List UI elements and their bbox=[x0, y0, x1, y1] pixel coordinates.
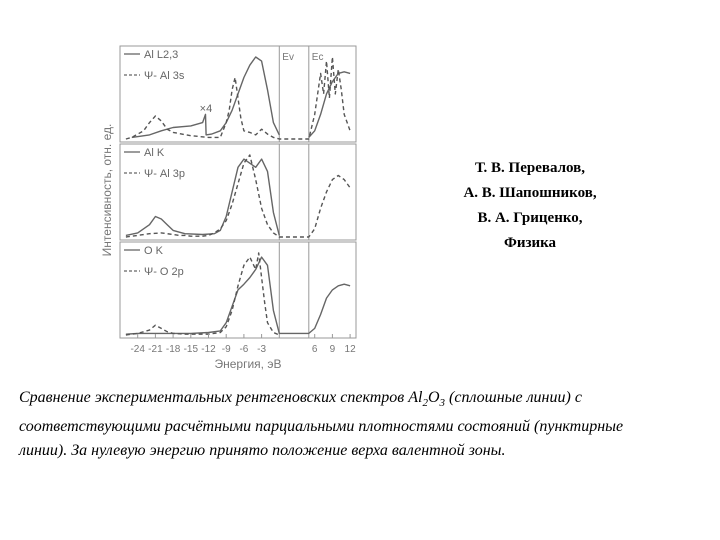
author-3: В. А. Гриценко, bbox=[477, 210, 583, 226]
x-tick-label-3: -18 bbox=[165, 344, 181, 355]
author-1: Т. В. Перевалов, bbox=[475, 160, 585, 176]
x-tick-label-11: 12 bbox=[344, 344, 356, 355]
legend-label-2-1: Al K bbox=[144, 147, 165, 159]
marker-label-2: Ec bbox=[311, 52, 324, 63]
legend-label-1-2: Ψ- Al 3s bbox=[144, 70, 185, 82]
figure-caption bbox=[19, 386, 669, 463]
author-2: А. В. Шапошников, bbox=[463, 185, 597, 201]
authors-block bbox=[430, 156, 630, 256]
caption-text-1: Сравнение экспериментальных рентгеновских спектров Al bbox=[19, 389, 423, 406]
legend-label-2-2: Ψ- Al 3p bbox=[144, 168, 185, 180]
legend-label-1-1: Al L2,3 bbox=[144, 49, 179, 61]
x-tick-label-9: 6 bbox=[311, 344, 318, 355]
legend-label-3-2: Ψ- O 2p bbox=[144, 266, 184, 278]
caption-sub-2: 3 bbox=[439, 397, 446, 410]
x-tick-label-5: -12 bbox=[201, 344, 216, 355]
spectra-figure bbox=[98, 40, 360, 370]
x-axis-label: Энергия, эВ bbox=[214, 357, 282, 370]
series-line-1-2 bbox=[309, 72, 350, 138]
y-axis-label: Интенсивность, отн. ед. bbox=[100, 123, 114, 257]
x-tick-label-4: -15 bbox=[183, 344, 199, 355]
caption-text-3: (сплошные линии) с соответствующими расчётными парциальными плотностями состояний (пунктирные линии). За нулевую энергию принято положение верха валентной зоны. bbox=[19, 389, 624, 460]
x-tick-label-6: -9 bbox=[221, 344, 231, 355]
journal-name: Физика bbox=[503, 235, 557, 251]
spectra-chart bbox=[98, 40, 360, 370]
caption-text-2: O bbox=[427, 389, 440, 406]
x-tick-label-7: -6 bbox=[239, 344, 249, 355]
x-tick-label-2: -21 bbox=[148, 344, 163, 355]
x-tick-label-10: 9 bbox=[329, 344, 336, 355]
x-tick-label-8: -3 bbox=[257, 344, 267, 355]
annotation-x4: ×4 bbox=[199, 103, 213, 115]
legend-label-3-1: O K bbox=[144, 245, 163, 257]
caption-sub-1: 2 bbox=[422, 397, 428, 410]
x-tick-label-1: -24 bbox=[130, 344, 145, 355]
marker-label-1: Ev bbox=[282, 52, 294, 63]
